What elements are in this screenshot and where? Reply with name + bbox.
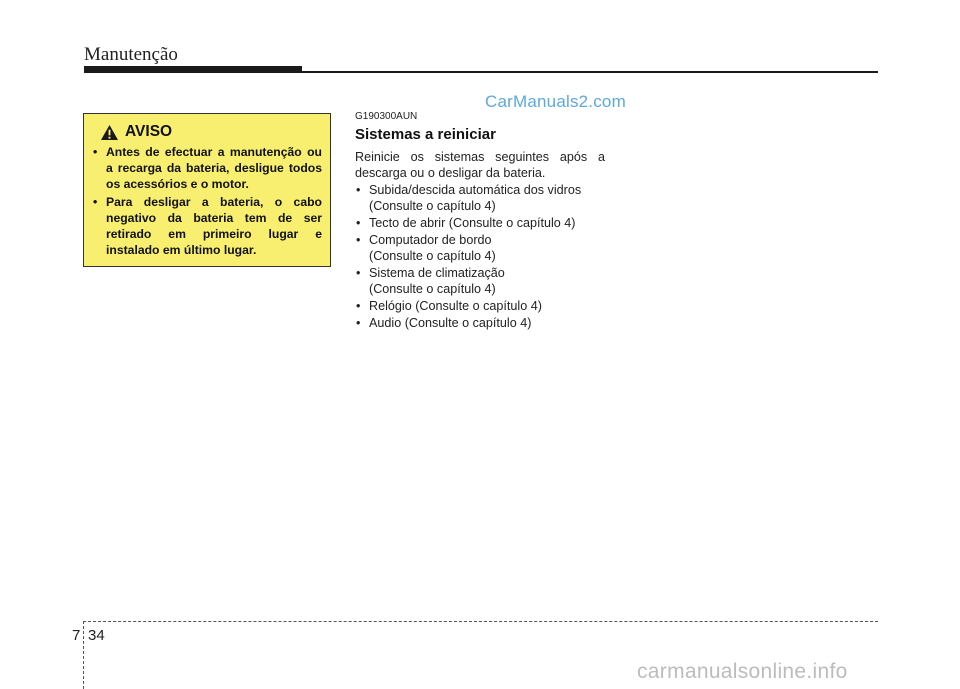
warning-item: • Para desligar a bateria, o cabo negativo da bateria tem de ser retirado em primeiro lugar e instalado em último lugar. xyxy=(92,195,322,258)
warning-list xyxy=(92,145,322,259)
watermark-top-link[interactable]: CarManuals2.com xyxy=(485,92,626,111)
chapter-title: Manutenção xyxy=(84,44,178,65)
warning-title: AVISO xyxy=(125,123,173,140)
list-item-note: (Consulte o capítulo 4) xyxy=(369,282,496,296)
list-item xyxy=(355,315,605,331)
list-item-text: Audio (Consulte o capítulo 4) xyxy=(369,316,532,330)
reference-code: G190300AUN xyxy=(355,111,418,122)
list-item-text: Sistema de climatização xyxy=(369,266,505,280)
section-title: Sistemas a reiniciar xyxy=(355,126,496,143)
list-item-text: Relógio (Consulte o capítulo 4) xyxy=(369,299,542,313)
section-intro: Reinicie os sistemas seguintes após a descarga ou o desligar da bateria. xyxy=(355,150,605,180)
section-content xyxy=(355,111,605,332)
reset-systems-list xyxy=(355,182,605,331)
chapter-number: 7 xyxy=(72,627,81,644)
watermark-bottom-link[interactable]: carmanualsonline.info xyxy=(637,660,848,683)
footer-rule xyxy=(83,621,878,622)
warning-header xyxy=(100,123,322,141)
list-item-text: Tecto de abrir (Consulte o capítulo 4) xyxy=(369,216,576,230)
list-item-text: Computador de bordo xyxy=(369,233,492,247)
page-number: 34 xyxy=(88,627,105,644)
list-item xyxy=(355,215,605,231)
list-item xyxy=(355,182,605,214)
footer-vertical-rule xyxy=(83,621,84,689)
list-item xyxy=(355,265,605,297)
list-item-text: Subida/descida automática dos vidros xyxy=(369,183,582,197)
header-rule xyxy=(84,71,878,73)
warning-box xyxy=(83,113,331,267)
list-item-note: (Consulte o capítulo 4) xyxy=(369,249,496,263)
warning-triangle-icon xyxy=(100,124,119,141)
list-item xyxy=(355,232,605,264)
warning-item: • Antes de efectuar a manutenção ou a recarga da bateria, desligue todos os acessórios e o motor. xyxy=(92,145,322,192)
list-item-note: (Consulte o capítulo 4) xyxy=(369,199,496,213)
list-item xyxy=(355,298,605,314)
